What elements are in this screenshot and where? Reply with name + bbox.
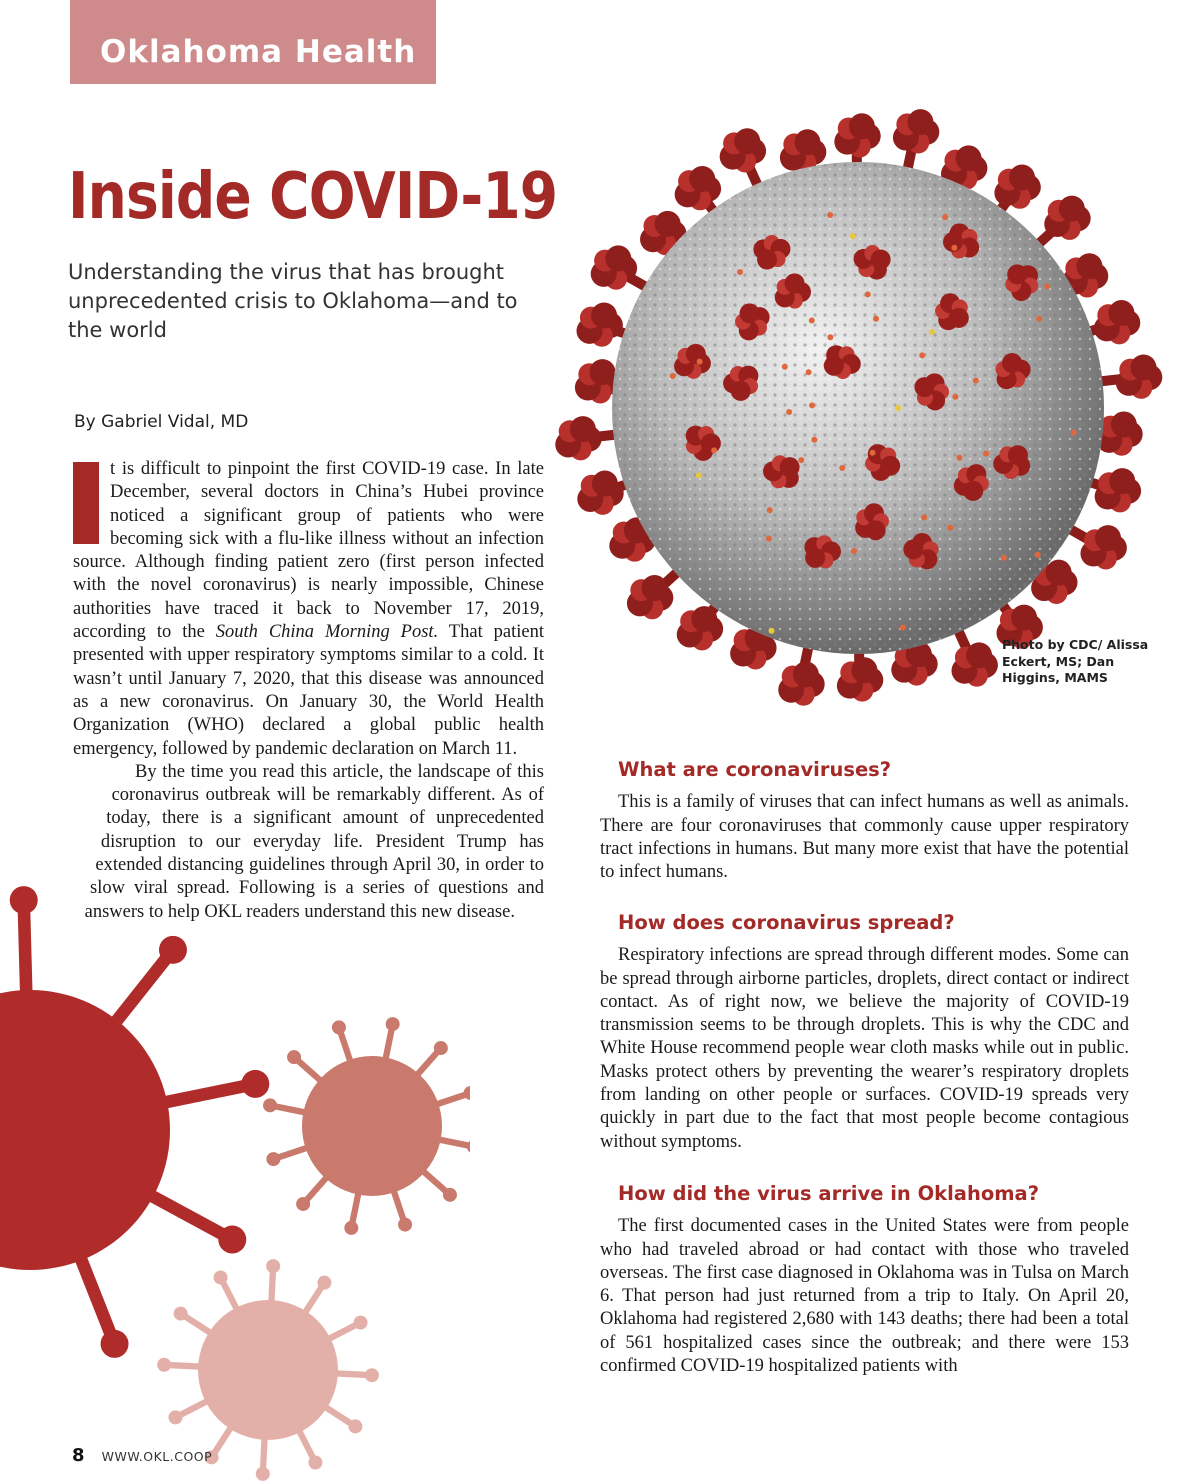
spike-protein xyxy=(893,109,939,153)
intro-text xyxy=(73,458,544,951)
page-number: 8 xyxy=(72,1445,85,1466)
spike-lobe xyxy=(1130,354,1156,380)
spike-lobe xyxy=(734,128,760,154)
virus-body xyxy=(198,1300,338,1440)
spike-lobe xyxy=(866,520,886,540)
intro-p1-b: That patient presented with upper respiratory symptoms similar to a cold. It wasn’t until January 7, 2020, that this disease was announced as a new coronavirus. On January 30, the World Health Organization (WHO) declared a global public health emergency, followed by pandemic declaration on March 11. xyxy=(73,622,544,759)
spike-protein xyxy=(1044,196,1090,240)
spike-lobe xyxy=(1111,411,1137,437)
surface-protein-dot xyxy=(919,352,925,358)
spike-lobe xyxy=(1009,164,1035,190)
virus-spike-tip xyxy=(157,1358,171,1372)
surface-protein-dot xyxy=(1035,552,1041,558)
spike-protein xyxy=(720,128,766,172)
intro-p2: By the time you read this article, the landscape of this coronavirus outbreak will be remarkably different. As of today, there is a significant amount of unprecedented disruption to our everyday life. President Trump has extended distancing guidelines through April 30, in order to slow viral spread. Following is a series of questions and answers to help OKL readers understand this new disease. xyxy=(84,761,544,922)
surface-protein-dot xyxy=(942,214,948,220)
spike-lobe xyxy=(805,548,825,568)
virus-spike-tip xyxy=(332,1020,346,1034)
spike-lobe xyxy=(689,166,715,192)
virus-spike-tip xyxy=(365,1368,379,1382)
spike-lobe xyxy=(589,359,615,385)
spike-protein xyxy=(577,471,623,515)
surface-protein-dot xyxy=(670,373,676,379)
virus-spike-tip xyxy=(159,936,187,964)
virus-spike-tip xyxy=(348,1419,362,1433)
spike-lobe xyxy=(1046,560,1072,586)
virus-spike xyxy=(163,1084,255,1103)
section-tab-label: Oklahoma Health xyxy=(100,34,417,70)
spike-lobe xyxy=(1008,445,1028,465)
surface-protein-dot xyxy=(809,317,815,323)
spike-lobe xyxy=(691,606,717,632)
surface-protein-dot xyxy=(851,548,857,554)
drop-cap: I xyxy=(73,462,99,544)
surface-protein-dot xyxy=(951,245,957,251)
surface-protein-dot xyxy=(1001,555,1007,561)
surface-protein-dot xyxy=(786,409,792,415)
surface-protein-dot xyxy=(782,364,788,370)
section-how-does-it-spread xyxy=(600,911,1129,1154)
spike-lobe xyxy=(956,145,982,171)
virus-spike xyxy=(80,1256,115,1343)
coronavirus-illustration xyxy=(542,82,1174,722)
spike-protein xyxy=(837,657,883,701)
virus-spike-tip xyxy=(344,1221,358,1235)
surface-protein-dot xyxy=(737,269,743,275)
virus-spike-tip xyxy=(354,1316,368,1330)
photo-credit: Photo by CDC/ Alissa Eckert, MS; Dan Higgins, MAMS xyxy=(1002,637,1149,685)
virus-spike-tip xyxy=(256,1467,270,1481)
section-arrival-oklahoma xyxy=(600,1182,1129,1378)
spike-lobe xyxy=(780,457,800,477)
spike-lobe xyxy=(592,471,618,497)
surface-protein-dot xyxy=(839,465,845,471)
surface-protein-dot xyxy=(947,525,953,531)
surface-protein-dot xyxy=(1036,316,1042,322)
virus-spike-tip xyxy=(266,1152,280,1166)
virus-spike-tip xyxy=(398,1218,412,1232)
virus-spike-tip xyxy=(287,1050,301,1064)
spike-lobe xyxy=(871,249,891,269)
spike-lobe xyxy=(757,250,777,270)
spike-protein xyxy=(778,661,824,705)
virus-spike-tip xyxy=(266,1259,280,1273)
spike-protein xyxy=(1094,300,1140,344)
section-heading: How does coronavirus spread? xyxy=(618,911,955,934)
virus-spike-tip xyxy=(174,1307,188,1321)
section-what-are-coronaviruses xyxy=(600,758,1129,884)
virus-spike-tip xyxy=(308,1456,322,1470)
surface-protein-dot xyxy=(767,507,773,513)
spike-lobe xyxy=(1076,253,1102,279)
surface-protein-dot xyxy=(865,291,871,297)
spike-lobe xyxy=(686,344,706,364)
surface-protein-dot xyxy=(827,334,833,340)
section-tab xyxy=(70,0,436,84)
spike-lobe xyxy=(605,245,631,271)
page-footer xyxy=(72,1445,212,1466)
surface-protein-dot xyxy=(766,535,772,541)
surface-protein-dot xyxy=(768,628,774,634)
spike-lobe xyxy=(966,642,992,668)
spike-lobe xyxy=(851,657,877,683)
virus-spike xyxy=(437,1139,470,1147)
spike-lobe xyxy=(1059,196,1085,222)
section-body: The first documented cases in the United States were from people who had traveled abroad or had contact with those who traveled overseas. The first case diagnosed in Oklahoma was in Tulsa on March 6. That person had just returned from a trip to Italy. On April 20, Oklahoma had registered 2,680 with 143 deaths; there had been a total of 561 hospitalized cases since the outbreak; and there were 153 confirmed COVID-19 hospitalized patients with xyxy=(600,1216,1129,1377)
virus-spike-tip xyxy=(443,1188,457,1202)
virus-spike-tip xyxy=(214,1270,228,1284)
footer-url: WWW.OKL.COOP xyxy=(101,1449,213,1464)
intro-p1-source: South China Morning Post. xyxy=(215,622,439,643)
surface-protein-dot xyxy=(1071,430,1077,436)
surface-protein-dot xyxy=(850,233,856,239)
surface-protein-dot xyxy=(929,329,935,335)
spike-lobe xyxy=(963,481,983,501)
virus-spike-tip xyxy=(10,886,38,914)
spike-protein xyxy=(1080,525,1126,569)
spike-lobe xyxy=(1007,264,1027,284)
spike-protein xyxy=(1095,468,1141,512)
spike-lobe xyxy=(570,416,596,442)
virus-spike-tip xyxy=(101,1330,129,1358)
spike-lobe xyxy=(1095,525,1121,551)
virus-body xyxy=(0,990,170,1270)
surface-protein-dot xyxy=(973,378,979,384)
decorative-virus-graphics xyxy=(0,880,470,1482)
virus-spike-tip xyxy=(218,1226,246,1254)
section-body: This is a family of viruses that can infect humans as well as animals. There are four coronaviruses that commonly cause upper respiratory tract infections in humans. But many more exist that have the potential to infect humans. xyxy=(600,792,1129,883)
spike-lobe xyxy=(641,575,667,601)
virus-spike-tip xyxy=(263,1098,277,1112)
intro-p1-a: t is difficult to pinpoint the first COVID-19 case. In late December, several doctors in China’s Hubei province noticed a significant group of patients who were becoming sick with a flu-like illness without an infection source. Although finding patient zero (first person infected with the novel coronavirus) is nearly impossible, Chinese authorities have traced it back to November 17, 2019, according to the xyxy=(73,459,544,643)
spike-lobe xyxy=(903,539,923,559)
spike-protein xyxy=(576,302,622,346)
surface-protein-dot xyxy=(1044,283,1050,289)
virus-spike-tip xyxy=(386,1017,400,1031)
virus-spike-tip xyxy=(467,1140,470,1154)
virus-spike-tip xyxy=(241,1070,269,1098)
surface-protein-dot xyxy=(827,212,833,218)
virus-body xyxy=(302,1056,442,1196)
spike-lobe xyxy=(1108,300,1134,326)
surface-protein-dot xyxy=(952,394,958,400)
medium-virus-icon xyxy=(263,1017,470,1235)
virus-spike-tip xyxy=(434,1041,448,1055)
surface-protein-dot xyxy=(811,437,817,443)
spike-lobe xyxy=(949,308,969,328)
subhead: Understanding the virus that has brought unprecedented crisis to Oklahoma—and to the world xyxy=(68,260,518,342)
spike-protein xyxy=(1116,354,1162,398)
virus-spike-tip xyxy=(317,1276,331,1290)
spike-lobe xyxy=(907,109,933,135)
virus-spike xyxy=(115,950,173,1024)
spike-lobe xyxy=(655,211,681,237)
virus-spike xyxy=(150,1195,233,1240)
surface-protein-dot xyxy=(697,359,703,365)
surface-protein-dot xyxy=(870,450,876,456)
spike-protein xyxy=(951,642,997,686)
spike-lobe xyxy=(1002,353,1022,373)
spike-lobe xyxy=(591,302,617,328)
byline: By Gabriel Vidal, MD xyxy=(74,412,249,432)
surface-protein-dot xyxy=(956,455,962,461)
section-heading: How did the virus arrive in Oklahoma? xyxy=(618,1182,1040,1205)
surface-protein-dot xyxy=(983,451,989,457)
spike-lobe xyxy=(793,661,819,687)
section-heading: What are coronaviruses? xyxy=(618,758,892,781)
surface-protein-dot xyxy=(895,405,901,411)
virus-spike-tip xyxy=(296,1197,310,1211)
spike-lobe xyxy=(701,433,721,453)
spike-protein xyxy=(994,164,1040,208)
surface-protein-dot xyxy=(806,369,812,375)
spike-lobe xyxy=(824,356,844,376)
spike-lobe xyxy=(731,381,751,401)
spike-lobe xyxy=(794,129,820,155)
spike-lobe xyxy=(1011,605,1037,631)
surface-protein-dot xyxy=(900,624,906,630)
virus-spike xyxy=(24,900,27,994)
spike-protein xyxy=(834,113,880,157)
section-body: Respiratory infections are spread through different modes. Some can be spread through airborne particles, droplets, direct contact or indirect contact. As of right now, we believe the majority of COVID-19 transmission seems to be through droplets. This is why the CDC and White House recommend people wear cloth masks while out in public. Masks protect others by preventing the wearer’s respiratory droplets from landing on other people or surfaces. COVID-19 spreads very quickly in part due to the fact that most people become contagious without symptoms. xyxy=(600,945,1129,1152)
surface-protein-dot xyxy=(696,472,702,478)
surface-protein-dot xyxy=(921,515,927,521)
headline: Inside COVID-19 xyxy=(68,160,558,234)
spike-lobe xyxy=(785,273,805,293)
spike-lobe xyxy=(914,377,934,397)
spike-lobe xyxy=(849,113,875,139)
virus-spike-tip xyxy=(168,1410,182,1424)
spike-lobe xyxy=(1109,468,1135,494)
surface-protein-dot xyxy=(711,447,717,453)
spike-lobe xyxy=(740,303,760,323)
surface-protein-dot xyxy=(809,402,815,408)
spike-lobe xyxy=(880,456,900,476)
spike-protein xyxy=(555,416,601,460)
surface-protein-dot xyxy=(873,316,879,322)
surface-protein-dot xyxy=(798,457,804,463)
